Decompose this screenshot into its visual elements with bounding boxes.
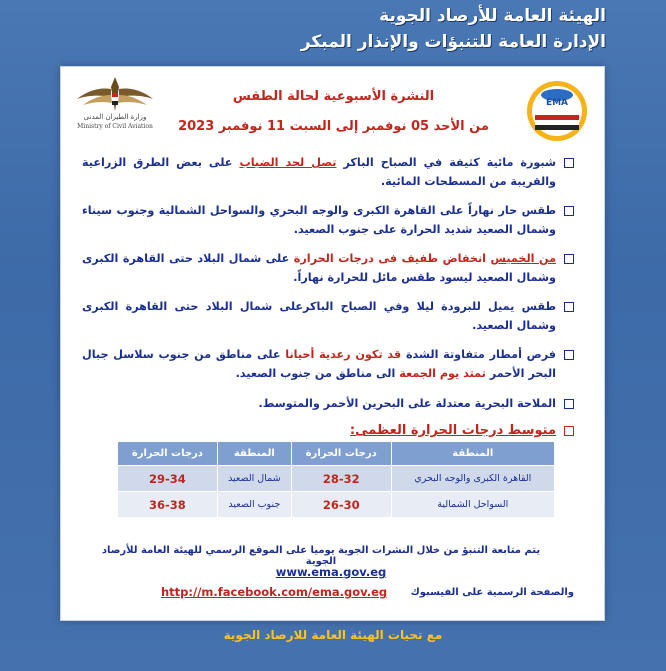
ema-logo-text: EMA	[545, 98, 569, 108]
header-title: الهيئة العامة للأرصاد الجوية	[379, 6, 606, 26]
bullet-rain: فرص أمطار متفاوتة الشدة قد تكون رعدية أحيانا على مناطق من جنوب سلاسل جبال البحر الأحمر تمتد يوم الجمعة الى مناطق من جنوب الصعيد.	[82, 345, 574, 383]
table-row	[118, 466, 555, 492]
eagle-emblem-icon	[75, 73, 155, 115]
closing-greeting: مع تحيات الهيئة العامة للارصاد الجوية	[223, 628, 443, 642]
checkbox-bullet-icon	[564, 254, 574, 264]
ema-logo	[516, 81, 598, 141]
checkbox-bullet-icon	[564, 206, 574, 216]
ministry-name-ar: وزارة الطيران المدنى	[83, 113, 147, 121]
column-header: درجات الحرارة	[291, 442, 391, 466]
max-temp-heading: متوسط درجات الحرارة العظمى:	[82, 421, 574, 440]
bulletin-title: النشرة الأسبوعية لحالة الطقس	[232, 89, 435, 104]
bullet-hot-weather: طقس حار نهاراً على القاهرة الكبرى والوجه البحري والسواحل الشمالية وجنوب سيناء وشمال الصعيد شديد الحرارة على جنوب الصعيد.	[82, 201, 574, 239]
bullet-fog: شبورة مائية كثيفة في الصباح الباكر تصل لحد الضباب على بعض الطرق الزراعية والقريبة من المسطحات المائية.	[82, 153, 574, 191]
region-cell: السواحل الشمالية	[391, 492, 554, 518]
column-header: درجات الحرارة	[118, 442, 218, 466]
table-row	[118, 492, 555, 518]
facebook-label: والصفحة الرسمية على الفيسبوك	[410, 587, 574, 598]
facebook-link[interactable]: http://m.facebook.com/ema.gov.eg	[161, 585, 388, 599]
checkbox-bullet-icon	[564, 399, 574, 409]
temp-cell: 28-32	[291, 466, 391, 492]
temperature-table	[117, 441, 555, 518]
website-link[interactable]: www.ema.gov.eg	[275, 565, 387, 579]
follow-note: يتم متابعة التنبؤ من خلال النشرات الجوية يوميا على الموقع الرسمي للهيئة العامة للأرصاد الجوية	[101, 545, 541, 567]
bulletin-card	[60, 66, 605, 621]
column-header: المنطقة	[217, 442, 291, 466]
region-cell: القاهرة الكبرى والوجه البحري	[391, 466, 554, 492]
bullet-navigation: الملاحة البحرية معتدلة على البحرين الأحمر والمتوسط.	[82, 394, 574, 413]
table-header-row	[118, 442, 555, 466]
checkbox-bullet-icon	[564, 426, 574, 436]
bullet-temp-drop: من الخميس انخفاض طفيف فى درجات الحرارة على شمال البلاد حتى القاهرة الكبرى وشمال الصعيد ليسود طقس مائل للحرارة نهاراً.	[82, 249, 574, 287]
region-cell: جنوب الصعيد	[217, 492, 291, 518]
region-cell: شمال الصعيد	[217, 466, 291, 492]
temp-cell: 29-34	[118, 466, 218, 492]
temp-cell: 26-30	[291, 492, 391, 518]
checkbox-bullet-icon	[564, 302, 574, 312]
ministry-name-en: Ministry of Civil Aviation	[77, 123, 153, 130]
temp-cell: 36-38	[118, 492, 218, 518]
header-subtitle: الإدارة العامة للتنبؤات والإنذار المبكر	[300, 32, 606, 52]
ema-sun-icon	[516, 81, 598, 141]
checkbox-bullet-icon	[564, 350, 574, 360]
bulletin-date-range: من الأحد 05 نوفمبر إلى السبت 11 نوفمبر 2023	[178, 119, 489, 134]
checkbox-bullet-icon	[564, 158, 574, 168]
column-header: المنطقة	[391, 442, 554, 466]
bullet-cool-nights: طقس يميل للبرودة ليلا وفي الصباح الباكرعلى شمال البلاد حتى القاهرة الكبرى وشمال الصعيد.	[82, 297, 574, 335]
